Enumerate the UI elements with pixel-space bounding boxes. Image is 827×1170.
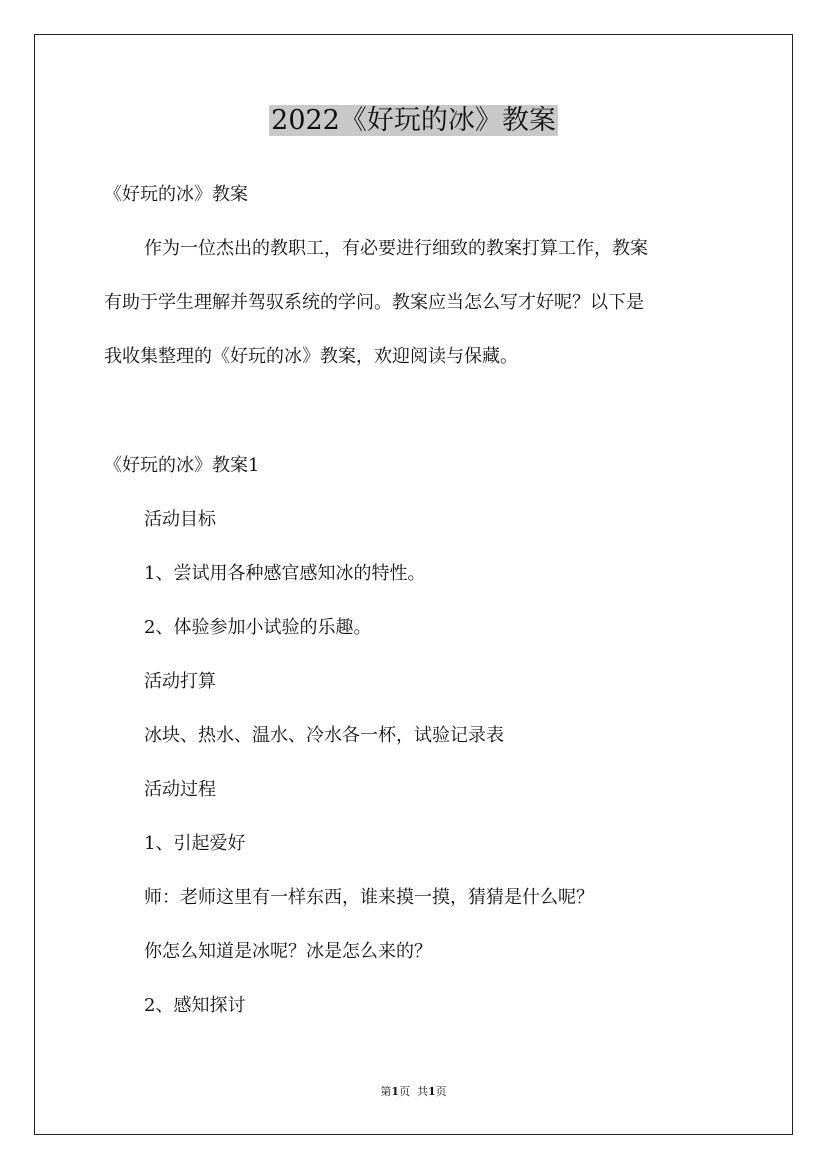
intro-line-3: 我收集整理的《好玩的冰》教案，欢迎阅读与保藏。 [104,346,518,367]
body-line-2: 1、尝试用各种感官感知冰的特性。 [144,563,426,584]
intro-line-1: 作为一位杰出的教职工，有必要进行细致的教案打算工作，教案 [144,238,648,259]
body-line-1: 活动目标 [144,509,216,530]
body-line-7: 1、引起爱好 [144,833,246,854]
document-title [0,100,827,142]
body-line-3: 2、体验参加小试验的乐趣。 [144,617,372,638]
body-line-6: 活动过程 [144,779,216,800]
footer-page-current: 1 [391,1085,399,1098]
footer-page-total: 1 [428,1085,436,1098]
body-line-9: 你怎么知道是冰呢？冰是怎么来的？ [144,941,432,962]
intro-line-2: 有助于学生理解并驾驭系统的学问。教案应当怎么写才好呢？以下是 [104,292,644,313]
body-line-10: 2、感知探讨 [144,995,246,1016]
footer-page-prefix: 第 [380,1085,392,1098]
footer-page-suffix: 页 [435,1085,447,1098]
document-subtitle: 《好玩的冰》教案 [104,184,248,205]
page-footer [0,1084,827,1100]
body-line-8: 师：老师这里有一样东西，谁来摸一摸，猜猜是什么呢？ [144,887,594,908]
body-line-4: 活动打算 [144,671,216,692]
document-title-text: 2022《好玩的冰》教案 [271,105,556,136]
footer-page-middle: 页 共 [399,1085,428,1098]
body-line-5: 冰块、热水、温水、冷水各一杯，试验记录表 [144,725,504,746]
section-heading: 《好玩的冰》教案1 [104,455,260,476]
